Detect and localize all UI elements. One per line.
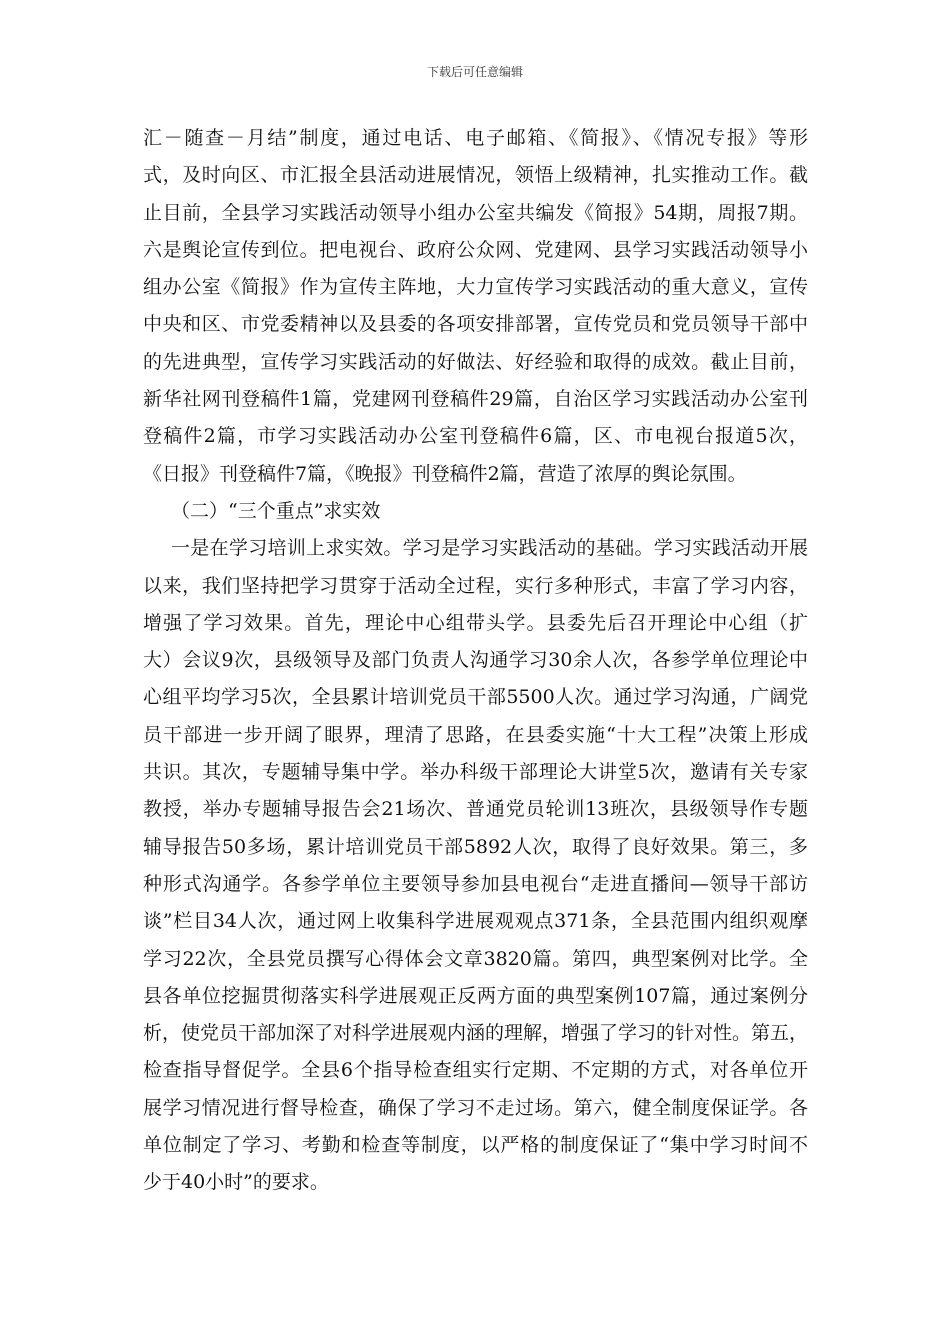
text-line: 一是在学习培训上求实效。学习是学习实践活动的基础。学习实践活动开展	[171, 537, 808, 560]
text-line: （二）“三个重点”求实效	[171, 499, 381, 522]
text-line: 员干部进一步开阔了眼界，理清了思路，在县委实施“十大工程”决策上形成	[143, 723, 808, 746]
text-line: 式，及时向区、市汇报全县活动进展情况，领悟上级精神，扎实推动工作。截	[143, 164, 808, 187]
text-line: 汇－随查－月结”制度，通过电话、电子邮箱、《简报》、《情况专报》等形	[143, 127, 808, 149]
text-line: 辅导报告50多场，累计培训党员干部5892人次，取得了良好效果。第三，多	[143, 835, 808, 858]
page-header	[0, 64, 950, 80]
text-line: 学习22次，全县党员撰写心得体会文章3820篇。第四，典型案例对比学。全	[143, 947, 808, 970]
text-line: 《日报》刊登稿件7篇，《晚报》刊登稿件2篇，营造了浓厚的舆论氛围。	[143, 462, 747, 485]
text-line: 新华社网刊登稿件1篇，党建网刊登稿件29篇，自治区学习实践活动办公室刊	[143, 388, 808, 411]
header-text: 下载后可任意编辑	[426, 65, 523, 79]
text-line: 的先进典型，宣传学习实践活动的好做法、好经验和取得的成效。截止目前，	[143, 350, 808, 373]
text-line: 展学习情况进行督导检查，确保了学习不走过场。第六，健全制度保证学。各	[143, 1096, 808, 1119]
text-line: 教授，举办专题辅导报告会21场次、普通党员轮训13班次，县级领导作专题	[143, 798, 808, 821]
text-line: 谈”栏目34人次，通过网上收集科学进展观观点371条，全县范围内组织观摩	[143, 910, 808, 933]
text-line: 心组平均学习5次，全县累计培训党员干部5500人次。通过学习沟通，广阔党	[143, 686, 808, 709]
text-line: 增强了学习效果。首先，理论中心组带头学。县委先后召开理论中心组（扩	[143, 611, 808, 634]
text-line: 少于40小时”的要求。	[143, 1171, 329, 1194]
text-line: 共识。其次，专题辅导集中学。举办科级干部理论大讲堂5次，邀请有关专家	[143, 761, 808, 784]
text-line: 单位制定了学习、考勤和检查等制度，以严格的制度保证了“集中学习时间不	[143, 1134, 808, 1157]
text-line: 中央和区、市党委精神以及县委的各项安排部署，宣传党员和党员领导干部中	[143, 313, 808, 336]
text-line: 组办公室《简报》作为宣传主阵地，大力宣传学习实践活动的重大意义，宣传	[143, 276, 808, 299]
text-line: 检查指导督促学。全县6个指导检查组实行定期、不定期的方式，对各单位开	[143, 1059, 808, 1082]
text-line: 种形式沟通学。各参学单位主要领导参加县电视台“走进直播间—领导干部访	[143, 872, 808, 895]
text-line: 登稿件2篇，市学习实践活动办公室刊登稿件6篇，区、市电视台报道5次，	[143, 425, 808, 448]
text-line: 六是舆论宣传到位。把电视台、政府公众网、党建网、县学习实践活动领导小	[143, 238, 808, 261]
text-line: 析，使党员干部加深了对科学进展观内涵的理解，增强了学习的针对性。第五，	[143, 1022, 808, 1045]
text-line: 止目前，全县学习实践活动领导小组办公室共编发《简报》54期，周报7期。	[143, 201, 808, 224]
document-body	[143, 120, 808, 1202]
text-line: 以来，我们坚持把学习贯穿于活动全过程，实行多种形式，丰富了学习内容，	[143, 574, 808, 597]
text-line: 县各单位挖掘贯彻落实科学进展观正反两方面的典型案例107篇，通过案例分	[143, 984, 808, 1007]
text-line: 大）会议9次，县级领导及部门负责人沟通学习30余人次，各参学单位理论中	[143, 649, 808, 672]
